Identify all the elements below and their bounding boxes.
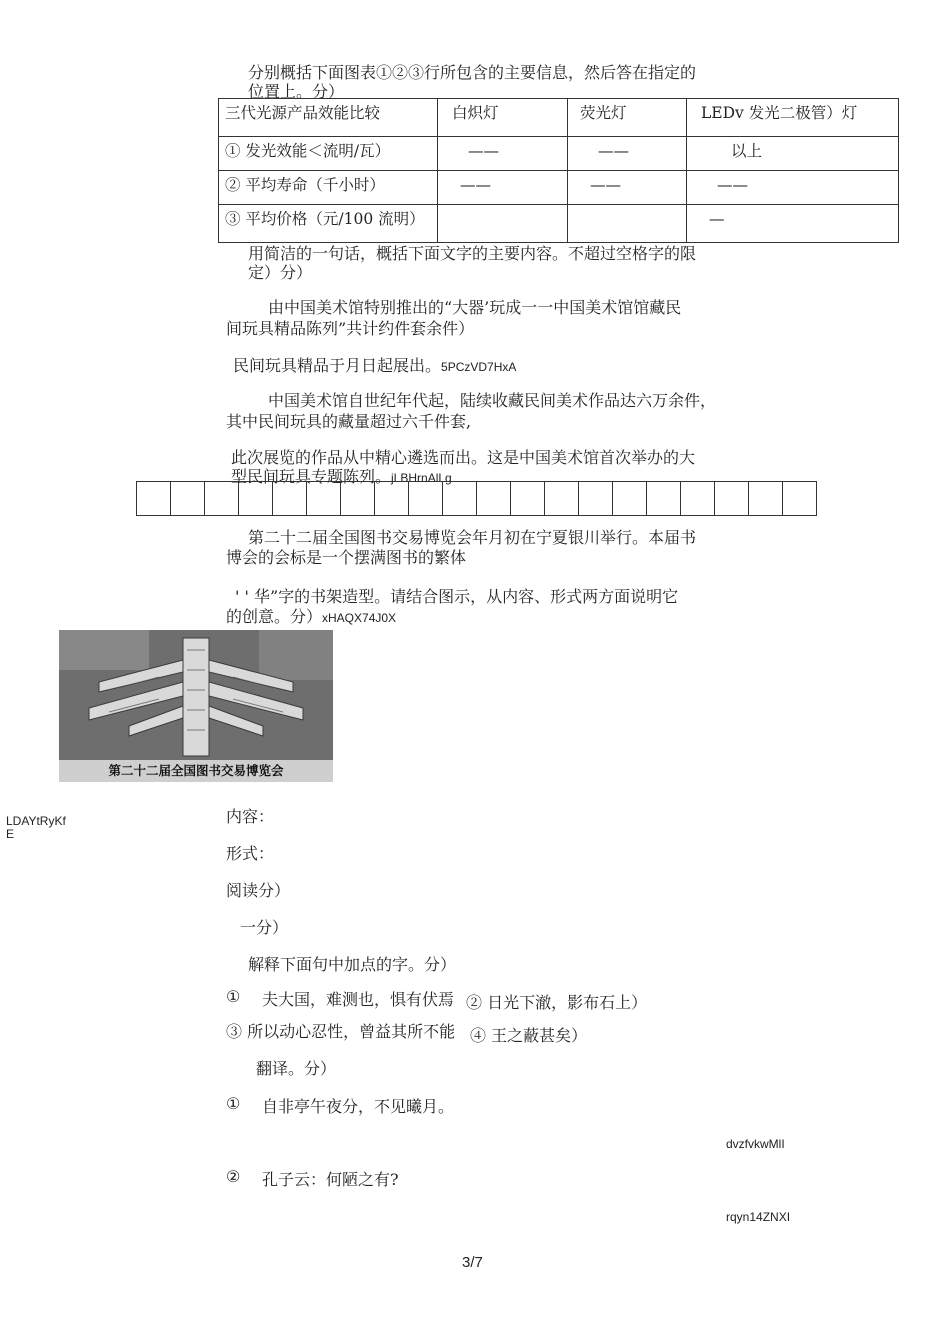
translate-question: 翻译。分） (256, 1059, 337, 1078)
photo-caption: 第二十二届全国图书交易博览会 (59, 760, 333, 782)
table-cell: ② 平均寿命（千小时） (219, 171, 438, 205)
q1-instruction-line1: 分别概括下面图表①②③行所包含的主要信息，然后答在指定的 (248, 63, 697, 82)
q2-para1-line2: 间玩具精品陈列”共计约件套余件） (226, 319, 475, 338)
q2-para4-text: 型民间玩具专题陈列。 (231, 467, 392, 486)
code-rqyn14znxi: rqyn14ZNXI (726, 1210, 791, 1224)
answer-grid-cell[interactable] (715, 482, 749, 515)
reading-sub: 一分） (240, 918, 289, 937)
code-dvzfvkwmli: dvzfvkwMlI (726, 1137, 785, 1151)
q2-para1-line1: 由中国美术馆特别推出的“大器’玩成一一中国美术馆馆藏民 (268, 298, 682, 317)
answer-grid-cell[interactable] (307, 482, 341, 515)
answer-grid-cell[interactable] (375, 482, 409, 515)
page-number: 3/7 (462, 1254, 483, 1271)
label-content: 内容： (226, 807, 275, 826)
table-cell (568, 205, 687, 243)
side-code-line2: E (6, 827, 15, 841)
answer-grid[interactable] (136, 481, 817, 516)
table-cell: ① 发光效能＜流明/瓦） (219, 137, 438, 171)
table-cell: —— (568, 137, 687, 171)
q2-para2 (233, 353, 516, 376)
q2-instruction-line1: 用简洁的一句话，概括下面文字的主要内容。不超过空格字的限 (248, 244, 697, 263)
table-cell: —— (687, 171, 899, 205)
side-code-line1: LDAYtRyKf (6, 814, 66, 828)
table-row (219, 171, 899, 205)
table-header-cell: LEDv 发光二极管）灯 (687, 99, 899, 137)
explain-item3: ③ 所以动心忍性，曾益其所不能 (226, 1022, 456, 1041)
answer-grid-cell[interactable] (579, 482, 613, 515)
table-cell: —— (438, 171, 568, 205)
translate-item1-text: 自非亭午夜分，不见曦月。 (262, 1097, 455, 1116)
q1-instruction-line2: 位置上。分） (248, 82, 345, 101)
q3-line1: 第二十二届全国图书交易博览会年月初在宁夏银川举行。本届书 (248, 528, 697, 547)
table-cell: — (687, 205, 899, 243)
explain-item1-text: 夫大国，难测也，惧有伏焉 (262, 990, 455, 1009)
answer-grid-cell[interactable] (647, 482, 681, 515)
translate-item2-num: ② (226, 1167, 241, 1186)
answer-grid-cell[interactable] (783, 482, 817, 515)
translate-item1-num: ① (226, 1094, 241, 1113)
answer-grid-cell[interactable] (749, 482, 783, 515)
explain-item2: ② 日光下澈，影布石上） (466, 993, 648, 1012)
q2-para2-text: 民间玩具精品于月日起展出。 (233, 356, 442, 375)
answer-grid-cell[interactable] (341, 482, 375, 515)
q2-para3-line1: 中国美术馆自世纪年代起，陆续收藏民间美术作品达六万余件， (268, 391, 717, 410)
table-header-cell: 荧光灯 (568, 99, 687, 137)
table-cell: —— (438, 137, 568, 171)
answer-grid-cell[interactable] (443, 482, 477, 515)
q3-code: xHAQX74J0X (322, 611, 397, 625)
answer-grid-cell[interactable] (511, 482, 545, 515)
q2-para3-line2: 其中民间玩具的藏量超过六千件套, (226, 412, 472, 431)
label-form: 形式： (226, 844, 275, 863)
answer-grid-cell[interactable] (137, 482, 171, 515)
book-fair-logo-photo (59, 630, 333, 782)
table-cell: 以上 (687, 137, 899, 171)
answer-grid-cell[interactable] (171, 482, 205, 515)
answer-grid-cell[interactable] (545, 482, 579, 515)
answer-grid-cell[interactable] (477, 482, 511, 515)
answer-grid-cell[interactable] (409, 482, 443, 515)
q2-code2: jLBHrnAlLg (391, 471, 452, 485)
q2-instruction-line2: 定）分） (248, 263, 313, 282)
q3-line4 (226, 604, 396, 627)
answer-grid-cell[interactable] (273, 482, 307, 515)
answer-grid-cell[interactable] (205, 482, 239, 515)
q2-code1: 5PCzVD7HxA (441, 360, 517, 374)
table-header-row (219, 99, 899, 137)
table-cell (438, 205, 568, 243)
answer-grid-cell[interactable] (239, 482, 273, 515)
explain-item4: ④ 王之蔽甚矣） (470, 1026, 588, 1045)
q3-line4-text: 的创意。分） (226, 607, 323, 626)
q2-para4-line1: 此次展览的作品从中精心遴选而出。这是中国美术馆首次举办的大 (231, 448, 696, 467)
table-header-cell: 三代光源产品效能比较 (219, 99, 438, 137)
table-row (219, 205, 899, 243)
table-header-cell: 白炽灯 (438, 99, 568, 137)
answer-grid-cell[interactable] (613, 482, 647, 515)
reading-title: 阅读分） (226, 881, 291, 900)
table-row (219, 137, 899, 171)
q3-line3: ' ' 华”字的书架造型。请结合图示，从内容、形式两方面说明它 (235, 587, 679, 606)
table-cell: ③ 平均价格（元/100 流明） (219, 205, 438, 243)
light-source-table (218, 98, 899, 243)
explain-item1-num: ① (226, 987, 241, 1006)
table-cell: —— (568, 171, 687, 205)
translate-item2-text: 孔子云：何陋之有? (262, 1170, 399, 1189)
explain-question: 解释下面句中加点的字。分） (248, 955, 457, 974)
q3-line2: 博会的会标是一个摆满图书的繁体 (226, 548, 467, 567)
answer-grid-cell[interactable] (681, 482, 715, 515)
